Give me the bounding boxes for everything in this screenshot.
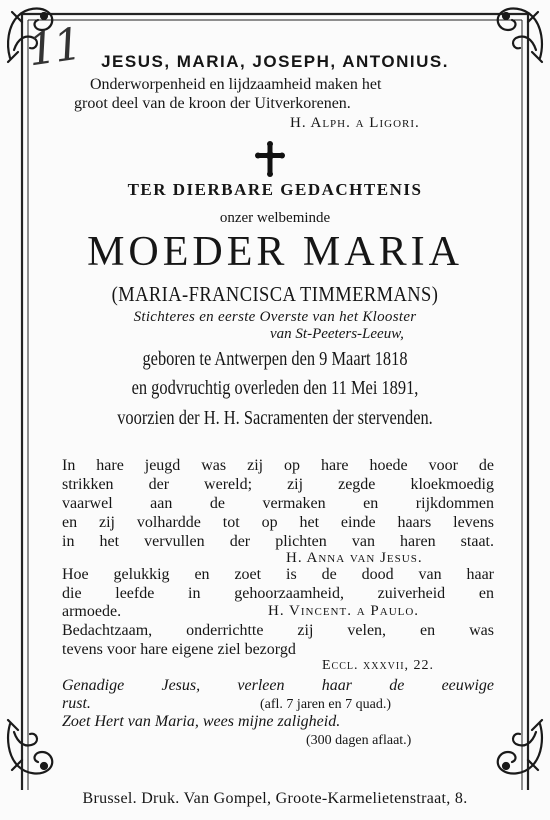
printer-line: Brussel. Druk. Van Gompel, Groote-Karmelietenstraat, 8. <box>0 790 550 808</box>
para2-source: H. Vincent. a Paulo. <box>268 603 420 619</box>
role-line-1: Stichteres en eerste Overste van het Klooster <box>133 309 417 325</box>
handwritten-number: 11 <box>24 18 84 77</box>
para1-line-1: In hare jeugd was zij op hare hoede voor de <box>62 457 494 474</box>
indulgence-2: (300 dagen aflaat.) <box>306 733 412 748</box>
corner-ornament-bottom-right <box>488 716 546 778</box>
cross-icon <box>255 141 285 177</box>
invocation-heading: JESUS, MARIA, JOSEPH, ANTONIUS. <box>101 52 449 71</box>
para1-line-5: in het vervullen der plichten van haren staat. <box>62 533 494 550</box>
prayer-2: Zoet Hert van Maria, wees mijne zaligheid. <box>62 713 341 730</box>
para2-line-1: Hoe gelukkig en zoet is de dood van haar <box>62 566 494 583</box>
quote-line-1: Onderworpenheid en lijdzaamheid maken het <box>90 76 382 93</box>
para3-line-2: tevens voor hare eigene ziel bezorgd <box>62 641 296 658</box>
para1-line-4: en zij volhardde tot op het einde haars levens <box>62 514 494 531</box>
para3-line-1: Bedachtzaam, onderrichtte zij velen, en was <box>62 622 494 639</box>
para1-line-3: vaarwel aan de vermaken en rijkdommen <box>62 495 494 512</box>
prayer-1-line-1: Genadige Jesus, verleen haar de eeuwige <box>62 677 494 694</box>
corner-ornament-bottom-left <box>4 716 62 778</box>
para3-source: Eccl. xxxvii, 22. <box>322 658 435 673</box>
prayer-1-line-2: rust. <box>62 695 91 712</box>
quote-source: H. Alph. a Ligori. <box>290 115 420 131</box>
memorial-intro: TER DIERBARE GEDACHTENIS <box>127 180 423 199</box>
sacraments-line: voorzien der H. H. Sacramenten der stervenden. <box>117 407 433 429</box>
death-line: en godvruchtig overleden den 11 Mei 1891, <box>131 377 419 399</box>
para2-line-3: armoede. <box>62 603 122 620</box>
indulgence-1: (afl. 7 jaren en 7 quad.) <box>260 697 391 712</box>
para1-source: H. Anna van Jesus. <box>286 550 423 566</box>
para2-line-2: die leefde in gehoorzaamheid, zuiverheid en <box>62 585 494 602</box>
deceased-full-name: (MARIA-FRANCISCA TIMMERMANS) <box>111 282 439 306</box>
para1-line-2: strikken der wereld; zij zegde kloekmoedig <box>62 476 494 493</box>
deceased-name: MOEDER MARIA <box>87 229 463 275</box>
memorial-subintro: onzer welbeminde <box>219 210 331 226</box>
birth-line: geboren te Antwerpen den 9 Maart 1818 <box>142 348 408 370</box>
role-line-2: van St-Peeters-Leeuw, <box>270 326 404 342</box>
quote-line-2: groot deel van de kroon der Uitverkorenen. <box>74 95 351 112</box>
